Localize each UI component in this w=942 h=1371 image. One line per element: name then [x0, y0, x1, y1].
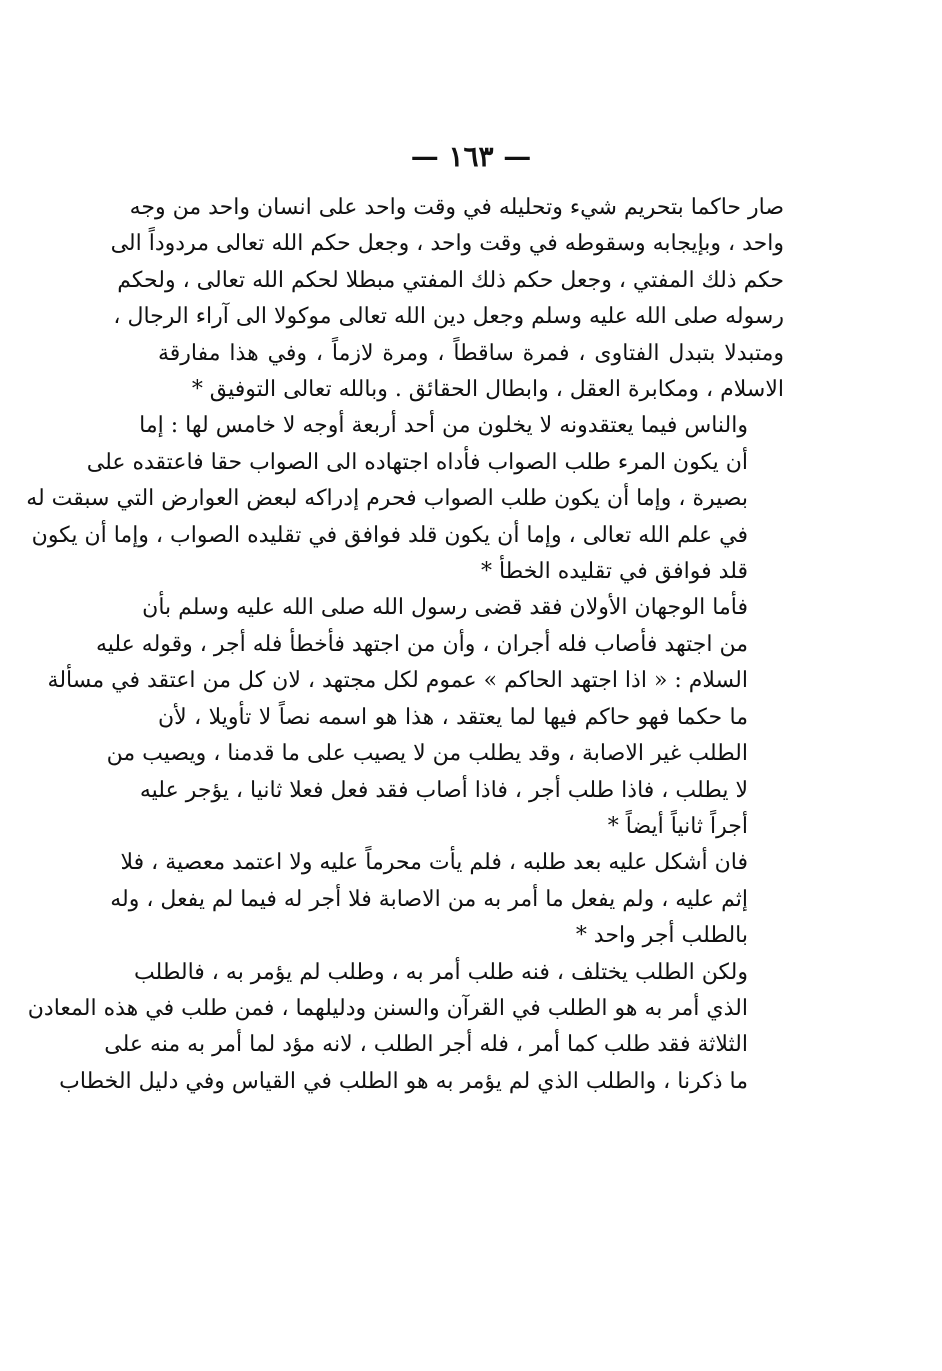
paragraph [47, 590, 784, 845]
text-line: ما ذكرنا ، والطلب الذي لم يؤمر به هو الطلب في القياس وفي دليل الخطاب [59, 1068, 748, 1094]
text-line: في علم الله تعالى ، وإما أن يكون قلد فوافق في تقليده الصواب ، وإما أن يكون [31, 522, 748, 548]
text-line: ما حكما فهو حاكم فيها لما يعتقد ، هذا هو اسمه نصاً لا تأويلا ، لأن [158, 704, 748, 730]
text-line: بصيرة ، وإما أن يكون طلب الصواب فحرم إدراكه لبعض العوارض التي سبقت له [26, 486, 748, 512]
text-line: السلام : « اذا اجتهد الحاكم » عموم لكل مجتهد ، لان كل من اعتقد في مسألة [47, 668, 748, 694]
text-line: الطلب غير الاصابة ، وقد يطلب من لا يصيب على ما قدمنا ، ويصيب من [106, 741, 748, 767]
paragraph [26, 408, 784, 590]
paragraph [110, 190, 784, 408]
text-line: رسوله صلى الله عليه وسلم وجعل دين الله تعالى موكولا الى آراء الرجال ، [113, 304, 784, 330]
text-line: الاسلام ، ومكابرة العقل ، وابطال الحقائق . وبالله تعالى التوفيق * [191, 377, 784, 403]
text-line: قلد فوافق في تقليده الخطأ * [480, 559, 748, 585]
text-line: ولكن الطلب يختلف ، فنه طلب أمر به ، وطلب لم يؤمر به ، فالطلب [133, 959, 748, 985]
text-line: والناس فيما يعتقدونه لا يخلون من أحد أربعة أوجه لا خامس لها : إما [139, 413, 748, 439]
paragraph [27, 955, 784, 1101]
text-line: فان أشكل عليه بعد طلبه ، فلم يأت محرماً عليه ولا اعتمد معصية ، فلا [120, 850, 748, 876]
text-line: واحد ، وبإيجابه وسقوطه في وقت واحد ، وجعل حكم الله تعالى مردوداً الى [110, 231, 784, 257]
page-text [26, 190, 784, 1100]
text-line: الثلاثة فقد طلب كما أمر ، فله أجر الطلب ، لانه مؤد لما أمر به منه على [104, 1032, 748, 1058]
paragraph [110, 845, 784, 954]
text-line: بالطلب أجر واحد * [575, 923, 748, 949]
text-line: أجراً ثانياً أيضاً * [607, 813, 748, 839]
text-line: إثم عليه ، ولم يفعل ما أمر به من الاصابة فلا أجر له فيما لم يفعل ، وله [110, 886, 748, 912]
text-line: من اجتهد فأصاب فله أجران ، وأن من اجتهد فأخطأ فله أجر ، وقوله عليه [95, 631, 748, 657]
text-line: أن يكون المرء طلب الصواب فأداه اجتهاده الى الصواب حقا فاعتقده على [86, 449, 748, 475]
text-line: فأما الوجهان الأولان فقد قضى رسول الله صلى الله عليه وسلم بأن [142, 595, 748, 621]
text-line: ومتبدلا بتبدل الفتاوى ، فمرة ساقطاً ، ومرة لازماً ، وفي هذا مفارقة [158, 340, 784, 366]
page-number: — ١٦٣ — [410, 140, 532, 173]
text-line: لا يطلب ، فاذا طلب أجر ، فاذا أصاب فقد فعل فعلا ثانيا ، يؤجر عليه [139, 777, 748, 803]
text-line: الذي أمر به هو الطلب في القرآن والسنن ودليلهما ، فمن طلب في هذه المعادن [27, 995, 748, 1021]
text-line: حكم ذلك المفتي ، وجعل حكم ذلك المفتي مبطلا لحكم الله تعالى ، ولحكم [117, 267, 784, 293]
text-line: صار حاكما بتحريم شيء وتحليله في وقت واحد على انسان واحد من وجه [129, 195, 784, 220]
